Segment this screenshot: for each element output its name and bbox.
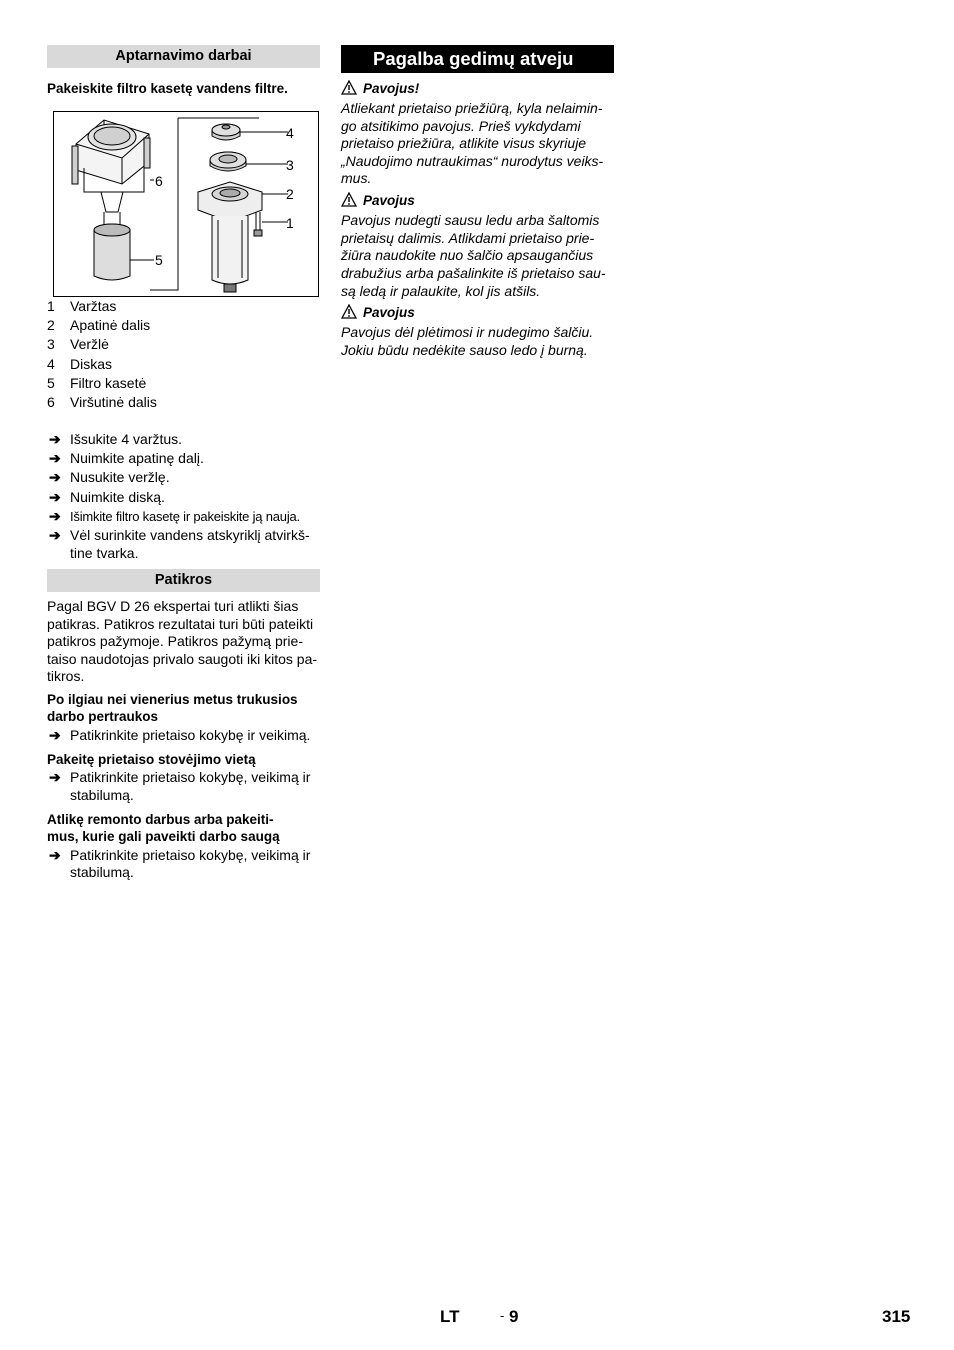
footer-section-page: 9 — [509, 1307, 519, 1326]
arrow-icon: ➔ — [49, 769, 61, 785]
part-label: Viršutinė dalis — [70, 394, 157, 410]
part-num: 2 — [47, 317, 55, 333]
arrow-icon: ➔ — [49, 489, 61, 505]
replace-filter-heading: Pakeiskite filtro kasetę vandens filtre. — [47, 81, 288, 96]
paragraph-line: są ledą ir palaukite, kol jis atšils. — [341, 283, 541, 299]
step-text: Patikrinkite prietaiso kokybę, veikimą ir — [70, 847, 311, 863]
arrow-icon: ➔ — [49, 727, 61, 743]
step-text: Išimkite filtro kasetę ir pakeiskite ją nauja. — [70, 509, 300, 524]
paragraph-line: go atsitikimo pavojus. Prieš vykdydami — [341, 118, 581, 134]
arrow-icon: ➔ — [49, 450, 61, 466]
step-text: Išsukite 4 varžtus. — [70, 431, 183, 447]
paragraph-line: taiso naudotojas privalo saugoti iki kitos pa- — [47, 651, 318, 667]
part-num: 5 — [47, 375, 55, 391]
step-text: Vėl surinkite vandens atskyriklį atvirkš- — [70, 527, 310, 543]
arrow-icon: ➔ — [49, 508, 61, 524]
warning-icon — [341, 304, 357, 319]
warning-label: Pavojus — [363, 193, 415, 208]
warning-label: Pavojus! — [363, 81, 420, 96]
step-text: Patikrinkite prietaiso kokybę ir veikimą. — [70, 727, 311, 743]
step-text: Nusukite veržlę. — [70, 469, 170, 485]
paragraph-line: mus. — [341, 170, 372, 186]
paragraph-line: Jokiu būdu nedėkite sauso ledo į burną. — [341, 342, 588, 358]
filter-figure — [53, 111, 319, 297]
step-text-cont: tine tvarka. — [70, 545, 139, 561]
section-title-aptarnavimo: Aptarnavimo darbai — [47, 45, 320, 68]
footer-dash: - — [500, 1308, 505, 1323]
paragraph-line: Pavojus nudegti sausu ledu arba šaltomis — [341, 212, 600, 228]
callout-4: 4 — [286, 125, 294, 141]
arrow-icon: ➔ — [49, 469, 61, 485]
subheading-remontas-cont: mus, kurie gali paveikti darbo saugą — [47, 829, 280, 844]
paragraph-line: Pavojus dėl plėtimosi ir nudegimo šalčiu. — [341, 324, 594, 340]
subheading-pertrauka: Po ilgiau nei vienerius metus trukusios — [47, 692, 298, 707]
part-label: Veržlė — [70, 336, 109, 352]
arrow-icon: ➔ — [49, 847, 61, 863]
arrow-icon: ➔ — [49, 527, 61, 543]
paragraph-line: „Naudojimo nutraukimas“ nurodytus veiks- — [341, 153, 604, 169]
callout-2: 2 — [286, 186, 294, 202]
part-num: 1 — [47, 298, 55, 314]
step-text: Nuimkite diską. — [70, 489, 165, 505]
paragraph-line: prietaisų dalimis. Atlikdami prietaiso prie- — [341, 230, 595, 246]
paragraph-line: prietaiso priežiūra, atlikite visus skyriuje — [341, 135, 587, 151]
footer-language: LT — [440, 1307, 460, 1326]
callout-1: 1 — [286, 215, 294, 231]
paragraph-line: patikros pažymoje. Patikros pažymą prie- — [47, 633, 303, 649]
part-num: 6 — [47, 394, 55, 410]
paragraph-line: patikras. Patikros rezultatai turi būti pateikti — [47, 616, 314, 632]
section-title-patikros: Patikros — [47, 569, 320, 592]
part-num: 3 — [47, 336, 55, 352]
paragraph-line: Pagal BGV D 26 ekspertai turi atlikti šias — [47, 598, 299, 614]
warning-icon — [341, 80, 357, 95]
warning-label: Pavojus — [363, 305, 415, 320]
part-label: Varžtas — [70, 298, 117, 314]
callout-6: 6 — [155, 173, 163, 189]
subheading-vieta: Pakeitę prietaiso stovėjimo vietą — [47, 752, 256, 767]
part-label: Filtro kasetė — [70, 375, 147, 391]
paragraph-line: Atliekant prietaiso priežiūrą, kyla nelaimin- — [341, 100, 603, 116]
step-text-cont: stabilumą. — [70, 864, 134, 880]
paragraph-line: tikros. — [47, 668, 85, 684]
step-text-cont: stabilumą. — [70, 787, 134, 803]
section-title-pagalba: Pagalba gedimų atveju — [341, 45, 614, 73]
subheading-remontas: Atlikę remonto darbus arba pakeiti- — [47, 812, 274, 827]
arrow-icon: ➔ — [49, 431, 61, 447]
step-text: Nuimkite apatinę dalį. — [70, 450, 204, 466]
part-num: 4 — [47, 356, 55, 372]
callout-3: 3 — [286, 157, 294, 173]
subheading-pertrauka-cont: darbo pertraukos — [47, 709, 159, 724]
paragraph-line: žiūra naudokite nuo šalčio apsaugančius — [341, 247, 594, 263]
warning-icon — [341, 192, 357, 207]
part-label: Apatinė dalis — [70, 317, 151, 333]
filter-diagram-illustration — [54, 112, 318, 296]
part-label: Diskas — [70, 356, 113, 372]
step-text: Patikrinkite prietaiso kokybę, veikimą ir — [70, 769, 311, 785]
footer-page-number: 315 — [882, 1307, 911, 1326]
callout-5: 5 — [155, 252, 163, 268]
paragraph-line: drabužius arba pašalinkite iš prietaiso sau- — [341, 265, 606, 281]
